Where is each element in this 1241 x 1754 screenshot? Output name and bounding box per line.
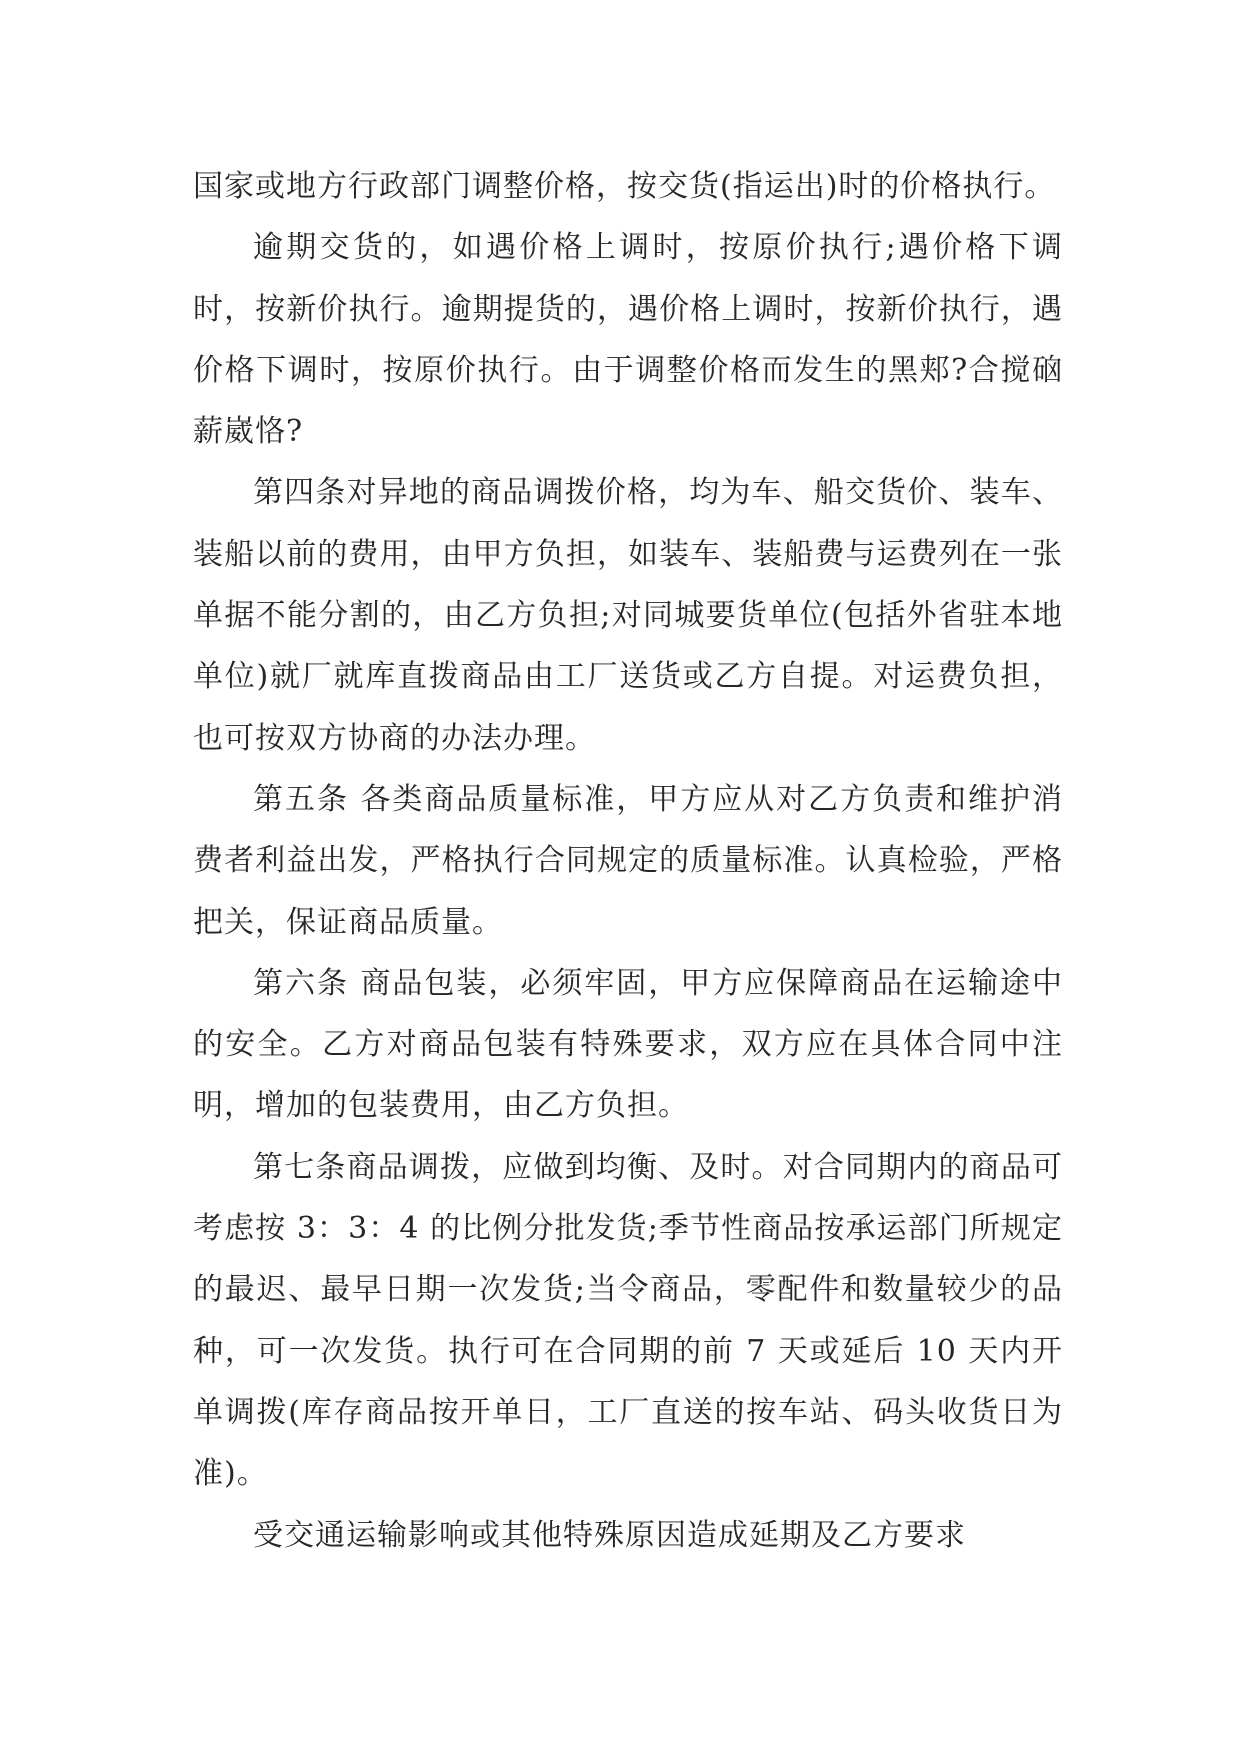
paragraph-article-5: 第五条 各类商品质量标准，甲方应从对乙方负责和维护消费者利益出发，严格执行合同规定的质量标准。认真检验，严格把关，保证商品质量。 — [193, 781, 1063, 940]
paragraph-price-adjustment-continued: 国家或地方行政部门调整价格，按交货(指运出)时的价格执行。 — [193, 169, 1056, 204]
paragraph-article-4: 第四条对异地的商品调拨价格，均为车、船交货价、装车、装船以前的费用，由甲方负担，如装车、装船费与运费列在一张单据不能分割的，由乙方负担;对同城要货单位(包括外省驻本地单位)就厂就库直拨商品由工厂送货或乙方自提。对运费负担，也可按双方协商的办法办理。 — [193, 475, 1063, 756]
document-body — [193, 156, 1063, 1566]
paragraph-transport-delay: 受交通运输影响或其他特殊原因造成延期及乙方要求 — [253, 1517, 966, 1553]
paragraph-article-6: 第六条 商品包装，必须牢固，甲方应保障商品在运输途中的安全。乙方对商品包装有特殊要求，双方应在具体合同中注明，增加的包装费用，由乙方负担。 — [193, 965, 1063, 1124]
paragraph-article-7: 第七条商品调拨，应做到均衡、及时。对合同期内的商品可考虑按 3：3：4 的比例分批发货;季节性商品按承运部门所规定的最迟、最早日期一次发货;当令商品，零配件和数量较少的品种，可一次发货。执行可在合同期的前 7 天或延后 10 天内开单调拨(库存商品按开单日，工厂直送的按车站、码头收货日为准)。 — [193, 1149, 1063, 1492]
paragraph-overdue-delivery: 逾期交货的，如遇价格上调时，按原价执行;遇价格下调时，按新价执行。逾期提货的，遇价格上调时，按新价执行，遇价格下调时，按原价执行。由于调整价格而发生的黑郏?合搅硇薪崴恪? — [193, 230, 1063, 450]
